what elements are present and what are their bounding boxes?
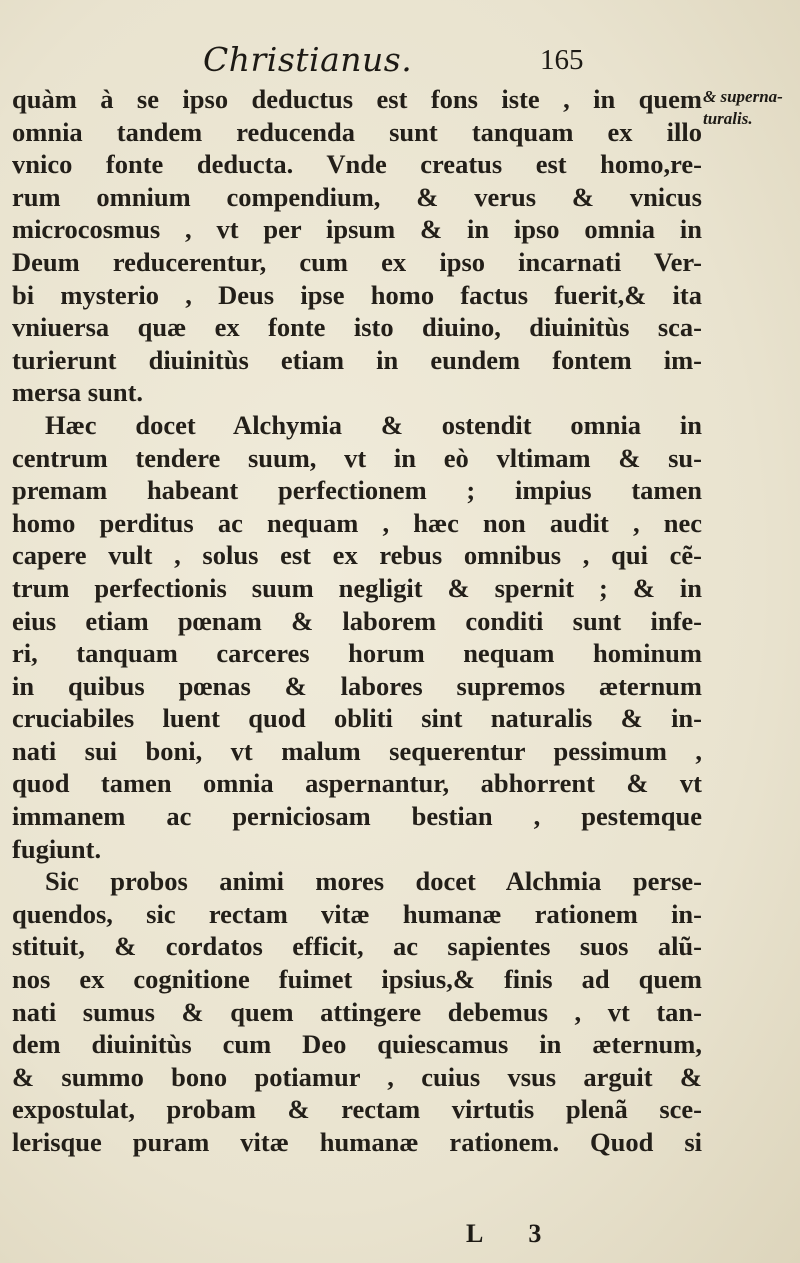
text-line: immanem ac perniciosam bestian , pestemque xyxy=(12,801,702,832)
text-line: quendos, sic rectam vitæ humanæ rationem in- xyxy=(12,898,702,929)
running-title: Christianus. xyxy=(203,40,413,79)
text-line: vniuersa quæ ex fonte isto diuino, diuinitùs sca- xyxy=(12,312,702,343)
text-line: cruciabiles luent quod obliti sint naturalis & in- xyxy=(12,703,702,734)
page-number: 165 xyxy=(540,44,584,76)
text-line: in quibus pœnas & labores supremos æternum xyxy=(12,670,702,701)
text-line: vnico fonte deducta. Vnde creatus est homo,re- xyxy=(12,149,702,180)
text-line: microcosmus , vt per ipsum & in ipso omnia in xyxy=(12,214,702,245)
margin-note xyxy=(703,86,799,130)
margin-note-line: turalis. xyxy=(703,109,753,128)
text-line: quàm à se ipso deductus est fons iste , in quem xyxy=(12,84,702,114)
text-line: Sic probos animi mores docet Alchmia perse- xyxy=(45,866,702,897)
text-line: nos ex cognitione fuimet ipsius,& finis ad quem xyxy=(12,964,702,995)
text-line: Hæc docet Alchymia & ostendit omnia in xyxy=(45,409,702,440)
text-line: stituit, & cordatos efficit, ac sapientes suos alũ- xyxy=(12,931,702,962)
text-line: bi mysterio , Deus ipse homo factus fuerit,& ita xyxy=(12,279,702,310)
text-line: lerisque puram vitæ humanæ rationem. Quod si xyxy=(12,1127,702,1157)
text-line: rum omnium compendium, & verus & vnicus xyxy=(12,181,702,212)
text-line: quod tamen omnia aspernantur, abhorrent & vt xyxy=(12,768,702,799)
text-line: turierunt diuinitùs etiam in eundem fontem im- xyxy=(12,344,702,375)
text-line: premam habeant perfectionem ; impius tamen xyxy=(12,475,702,506)
margin-note-line: & superna- xyxy=(703,87,783,106)
text-line: dem diuinitùs cum Deo quiescamus in æternum, xyxy=(12,1029,702,1060)
text-line: capere vult , solus est ex rebus omnibus , qui cẽ- xyxy=(12,540,702,571)
text-line: mersa sunt. xyxy=(12,377,144,408)
text-line: Deum reducerentur, cum ex ipso incarnati Ver- xyxy=(12,246,702,277)
body-text xyxy=(12,83,702,1159)
text-line: trum perfectionis suum negligit & spernit ; & in xyxy=(12,572,702,603)
text-line: nati sumus & quem attingere debemus , vt tan- xyxy=(12,996,702,1027)
text-line: omnia tandem reducenda sunt tanquam ex illo xyxy=(12,116,702,147)
text-line: expostulat, probam & rectam virtutis plenã sce- xyxy=(12,1094,702,1125)
text-line: ri, tanquam carceres horum nequam hominum xyxy=(12,638,702,669)
text-line: homo perditus ac nequam , hæc non audit , nec xyxy=(12,507,702,538)
signature-mark: L 3 xyxy=(466,1219,562,1248)
text-line: centrum tendere suum, vt in eò vltimam & su- xyxy=(12,442,702,473)
text-line: eius etiam pœnam & laborem conditi sunt infe- xyxy=(12,605,702,636)
text-line: fugiunt. xyxy=(12,833,102,864)
text-line: nati sui boni, vt malum sequerentur pessimum , xyxy=(12,735,702,766)
text-line: & summo bono potiamur , cuius vsus arguit & xyxy=(12,1061,702,1092)
